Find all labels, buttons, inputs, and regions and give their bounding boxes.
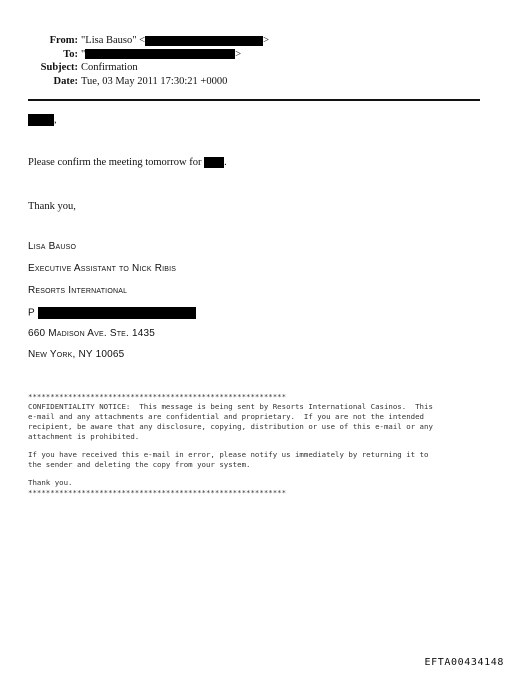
notice-line-2: e-mail and any attachments are confidential and proprietary. If you are not the intended: [28, 412, 425, 421]
notice-top-stars: **********************************************************: [28, 392, 287, 401]
from-value: [81, 34, 269, 48]
closing-line: Thank you,: [28, 201, 76, 212]
notice-line-4: attachment is prohibited.: [28, 432, 140, 441]
signature-phone: [28, 307, 196, 319]
from-label: From:: [49, 35, 78, 46]
message-redaction: [204, 157, 224, 168]
from-email-redaction: [145, 36, 263, 46]
message-line: [28, 157, 227, 168]
notice-line-5: If you have received this e-mail in error, please notify us immediately by returning it to: [28, 450, 429, 459]
signature-title: Executive Assistant to Nick Ribis: [28, 263, 177, 274]
phone-redaction: [38, 307, 196, 319]
salutation: [28, 114, 57, 128]
from-row: [0, 34, 512, 48]
date-value: Tue, 03 May 2011 17:30:21 +0000: [81, 75, 228, 87]
to-row: [0, 48, 512, 62]
message-text: Please confirm the meeting tomorrow for: [28, 157, 202, 168]
notice-bottom-stars: **********************************************************: [28, 488, 287, 497]
salutation-redaction: [28, 114, 54, 126]
subject-row: [0, 61, 512, 75]
to-close: >: [235, 48, 242, 60]
notice-thanks: Thank you.: [28, 478, 73, 487]
signature-name: Lisa Bauso: [28, 241, 77, 252]
to-value: [81, 48, 241, 62]
message-suffix: .: [224, 157, 227, 168]
from-close: >: [263, 35, 269, 46]
notice-line-6: the sender and deleting the copy from your system.: [28, 460, 251, 469]
notice-line-1: CONFIDENTIALITY NOTICE: This message is being sent by Resorts International Casinos. This: [28, 402, 433, 411]
notice-line-3: recipient, be aware that any disclosure, copying, distribution or use of this e-mail or any: [28, 422, 433, 431]
document-id: EFTA00434148: [424, 657, 504, 668]
subject-label: Subject:: [40, 62, 78, 73]
signature-address-line1: 660 Madison Ave. Ste. 1435: [28, 328, 156, 339]
header-divider: [28, 99, 480, 101]
date-label: Date:: [53, 75, 78, 87]
salutation-suffix: ,: [54, 114, 57, 126]
email-header: [0, 34, 512, 88]
date-row: [0, 75, 512, 89]
signature-address-line2: New York, NY 10065: [28, 349, 125, 360]
to-label: To:: [63, 48, 78, 60]
from-name: "Lisa Bauso" <: [81, 35, 146, 46]
to-recipient-redaction: [85, 49, 235, 59]
to-quote: ": [81, 48, 86, 60]
phone-prefix: P: [28, 307, 35, 319]
signature-company: Resorts International: [28, 285, 128, 296]
subject-value: Confirmation: [81, 62, 138, 73]
